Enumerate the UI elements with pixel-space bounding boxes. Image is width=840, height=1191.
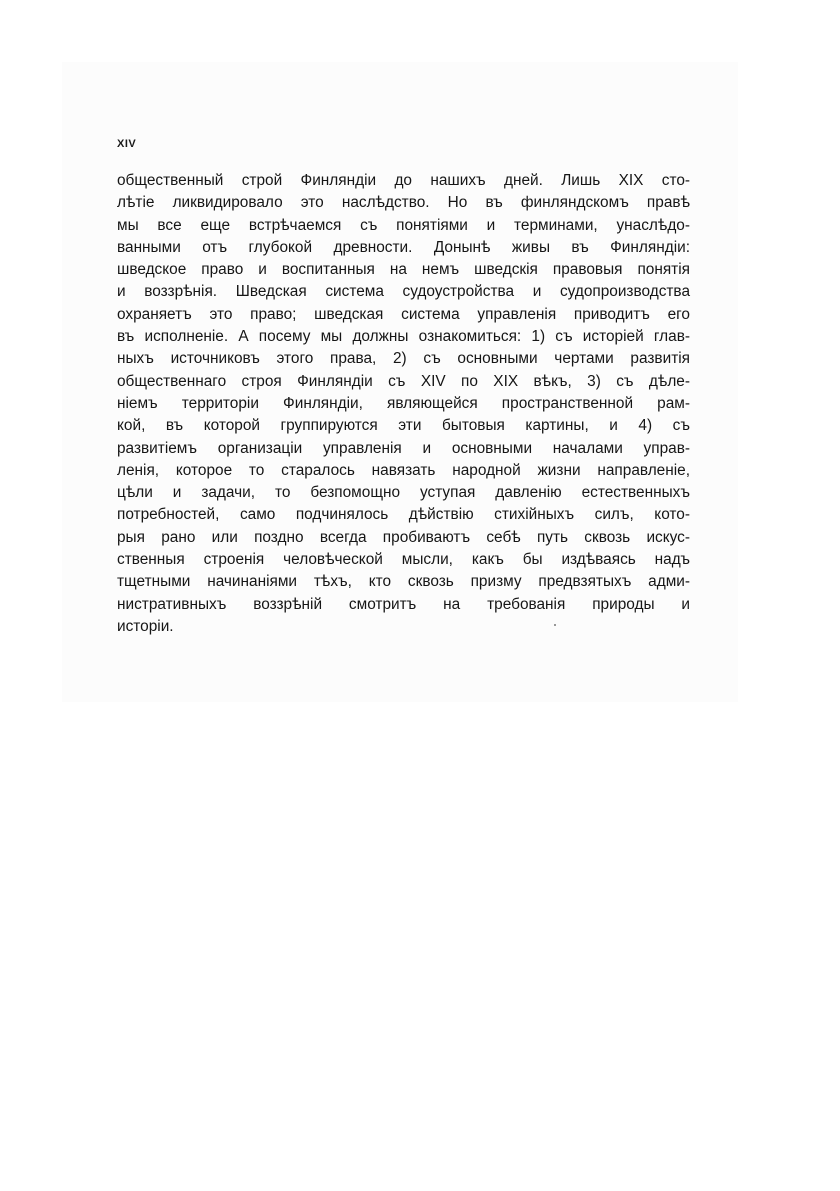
- text-line: тщетными начинаніями тѣхъ, кто сквозь призму предвзятыхъ адми-: [117, 573, 690, 591]
- text-line: кой, въ которой группируются эти бытовыя картины, и 4) съ: [117, 417, 690, 435]
- text-line: рыя рано или поздно всегда пробиваютъ себѣ путь сквозь искус-: [117, 528, 690, 546]
- text-line: нистративныхъ воззрѣній смотритъ на требованія природы и: [117, 595, 690, 613]
- text-line: ленія, которое то старалось навязать народной жизни направленіе,: [117, 461, 690, 479]
- text-line: общественный строй Финляндіи до нашихъ дней. Лишь XIX сто-: [117, 172, 690, 189]
- text-line: цѣли и задачи, то безпомощно уступая давленію естественныхъ: [117, 484, 690, 502]
- body-paragraph: [117, 170, 690, 638]
- text-line: охраняетъ это право; шведская система управленія приводитъ его: [117, 305, 690, 323]
- text-line: ственныя строенія человѣческой мысли, какъ бы издѣваясь надъ: [117, 551, 690, 569]
- text-line: ніемъ территоріи Финляндіи, являющейся пространственной рам-: [117, 394, 690, 412]
- text-line: и воззрѣнія. Шведская система судоустройства и судопроизводства: [117, 283, 690, 301]
- text-line: общественнаго строя Финляндіи съ XIV по XIX вѣкъ, 3) съ дѣле-: [117, 372, 690, 390]
- text-line: ванными отъ глубокой древности. Донынѣ живы въ Финляндіи:: [117, 238, 690, 256]
- text-line: исторіи.: [117, 617, 174, 635]
- text-line: потребностей, само подчинялось дѣйствію стихійныхъ силъ, кото-: [117, 506, 690, 524]
- text-line: въ исполненіе. А посему мы должны ознакомиться: 1) съ исторіей глав-: [117, 328, 690, 346]
- text-line: шведское право и воспитанныя на немъ шведскія правовыя понятія: [117, 261, 690, 279]
- ink-speck: [554, 624, 556, 626]
- text-line: развитіемъ организаціи управленія и основными началами управ-: [117, 439, 690, 457]
- page-number: XIV: [117, 138, 137, 150]
- text-line: лѣтіе ликвидировало это наслѣдство. Но въ финляндскомъ правѣ: [117, 194, 690, 212]
- text-line: ныхъ источниковъ этого права, 2) съ основными чертами развитія: [117, 350, 690, 368]
- text-line: мы все еще встрѣчаемся съ понятіями и терминами, унаслѣдо-: [117, 216, 690, 234]
